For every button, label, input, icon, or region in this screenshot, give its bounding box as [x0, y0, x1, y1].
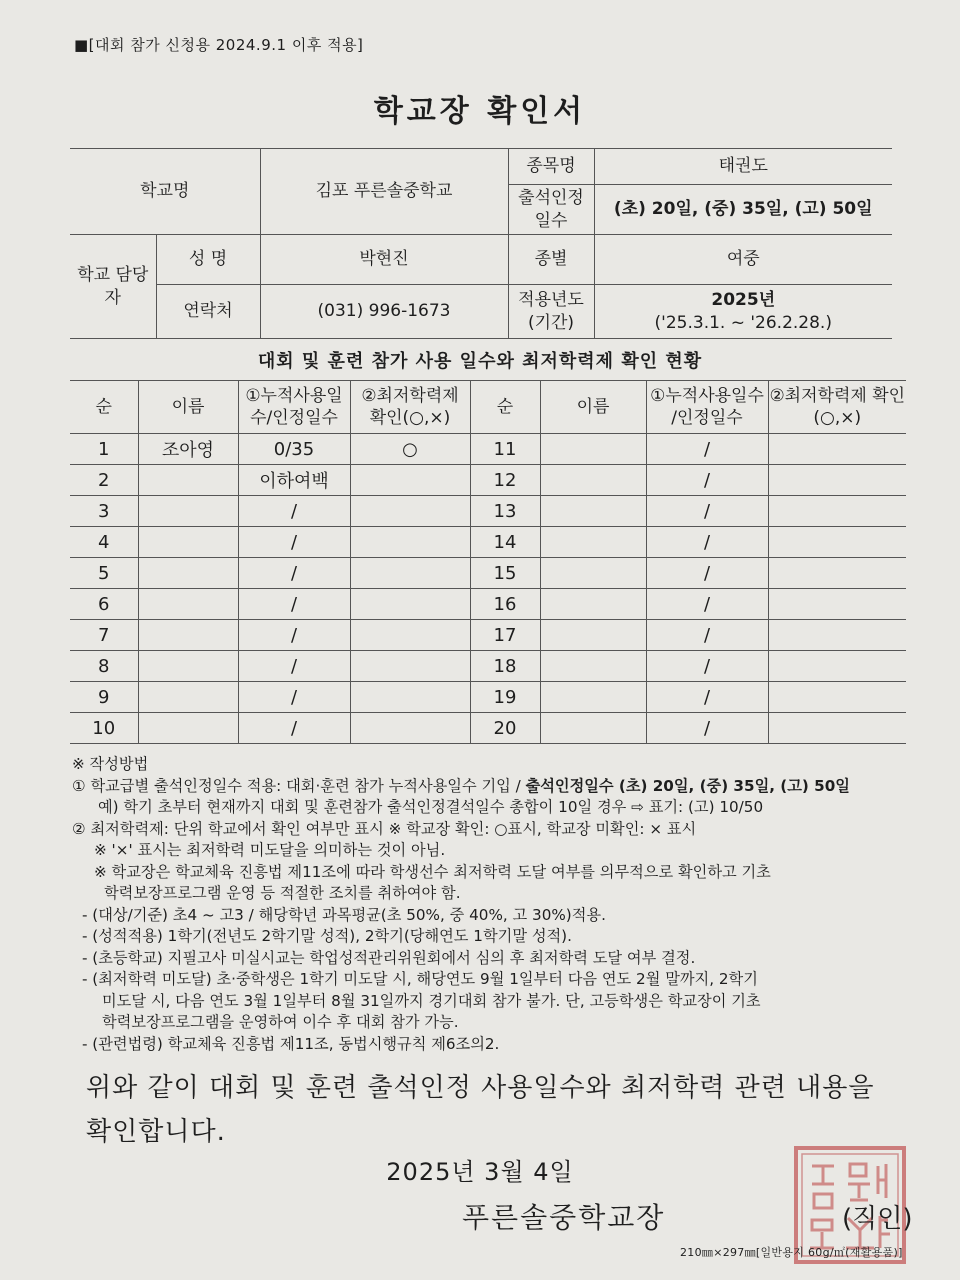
table-row: [70, 620, 906, 651]
row-days-left: /: [238, 589, 350, 620]
table-header-row: [70, 381, 906, 434]
row-number-right: 15: [470, 558, 540, 589]
instruction-line-6: 학력보장프로그램 운영 등 적절한 조치를 취하여야 함.: [104, 884, 461, 902]
event-label: 종목명: [508, 149, 594, 185]
row-number-left: 6: [70, 589, 138, 620]
period-text: ('25.3.1. ~ '26.2.28.): [654, 312, 832, 333]
row-name-left: [138, 589, 238, 620]
row-check-left: [350, 589, 470, 620]
row-name-right: [540, 558, 646, 589]
participation-table: [70, 380, 906, 744]
seal-label: (직인): [842, 1204, 913, 1234]
row-name-right: [540, 434, 646, 465]
name-label: 성 명: [156, 235, 260, 285]
row-name-right: [540, 651, 646, 682]
row-check-right: [768, 651, 906, 682]
row-name-left: [138, 651, 238, 682]
row-name-left: [138, 496, 238, 527]
category-value: 여중: [594, 235, 892, 285]
row-days-left: /: [238, 620, 350, 651]
row-number-right: 20: [470, 713, 540, 744]
issue-date: 2025년 3월 4일: [386, 1158, 574, 1186]
instruction-line-9: - (초등학교) 지필고사 미실시교는 학업성적관리위원회에서 심의 후 최저학력 도달 여부 결정.: [82, 948, 696, 967]
row-name-left: [138, 682, 238, 713]
row-name-right: [540, 527, 646, 558]
name-value: 박현진: [260, 235, 508, 285]
row-check-left: [350, 713, 470, 744]
contact-label: 연락처: [156, 285, 260, 339]
row-days-right: /: [646, 527, 768, 558]
confirmation-text: [86, 1066, 916, 1154]
row-check-right: [768, 434, 906, 465]
attendance-label: 출석인정 일수: [508, 185, 594, 235]
row-number-right: 19: [470, 682, 540, 713]
row-name-left: [138, 558, 238, 589]
instruction-line-8: - (성적적용) 1학기(전년도 2학기말 성적), 2학기(당해연도 1학기말 성적).: [82, 927, 572, 945]
row-number-left: 8: [70, 651, 138, 682]
instruction-1b: 출석인정일수 (초) 20일, (중) 35일, (고) 50일: [525, 776, 850, 795]
row-days-right: /: [646, 465, 768, 496]
year-text: 2025년: [711, 290, 776, 311]
table-row: [70, 651, 906, 682]
row-number-left: 3: [70, 496, 138, 527]
row-name-right: [540, 465, 646, 496]
row-check-right: [768, 465, 906, 496]
row-check-left: [350, 465, 470, 496]
school-info-table: [70, 148, 892, 339]
row-check-right: [768, 527, 906, 558]
year-value: [594, 285, 892, 339]
row-days-left: /: [238, 527, 350, 558]
row-check-right: [768, 496, 906, 527]
row-name-left: [138, 620, 238, 651]
row-check-right: [768, 589, 906, 620]
row-days-right: /: [646, 558, 768, 589]
row-check-left: [350, 682, 470, 713]
row-name-left: [138, 465, 238, 496]
principal-title: 푸른솔중학교장: [462, 1201, 666, 1234]
row-check-right: [768, 558, 906, 589]
contact-value: (031) 996-1673: [260, 285, 508, 339]
row-number-left: 2: [70, 465, 138, 496]
row-check-right: [768, 713, 906, 744]
row-number-left: 5: [70, 558, 138, 589]
instruction-line-4: ※ '×' 표시는 최저학력 미도달을 의미하는 것이 아님.: [94, 841, 446, 859]
instruction-line-1: [72, 776, 922, 798]
row-days-right: /: [646, 620, 768, 651]
row-name-left: 조아영: [138, 434, 238, 465]
row-check-left: [350, 620, 470, 651]
table-row: [70, 713, 906, 744]
instructions: [72, 754, 922, 1055]
table-row: [70, 496, 906, 527]
instruction-line-5: ※ 학교장은 학교체육 진흥법 제11조에 따라 학생선수 최저학력 도달 여부를 의무적으로 확인하고 기초: [94, 862, 771, 881]
col-check-left: ②최저학력제 확인(○,×): [350, 381, 470, 434]
row-number-right: 14: [470, 527, 540, 558]
confirmation-line-2: 확인합니다.: [86, 1117, 226, 1147]
row-days-left: /: [238, 558, 350, 589]
row-days-left: /: [238, 651, 350, 682]
instruction-line-7: - (대상/기준) 초4 ~ 고3 / 해당학년 과목평균(초 50%, 중 40%, 고 30%)적용.: [82, 905, 606, 924]
table-row: [70, 682, 906, 713]
row-number-left: 7: [70, 620, 138, 651]
table-body: [70, 434, 906, 744]
manager-label: 학교 담당자: [70, 235, 156, 339]
row-days-left: /: [238, 713, 350, 744]
event-value: 태권도: [594, 149, 892, 185]
row-name-right: [540, 713, 646, 744]
row-check-right: [768, 620, 906, 651]
row-name-right: [540, 682, 646, 713]
row-number-right: 17: [470, 620, 540, 651]
instruction-1a: ① 학교급별 출석인정일수 적용: 대회·훈련 참가 누적사용일수 기입 /: [72, 776, 526, 795]
row-name-right: [540, 620, 646, 651]
table-row: [70, 558, 906, 589]
row-name-left: [138, 527, 238, 558]
col-check-right: ②최저학력제 확인(○,×): [768, 381, 906, 434]
row-number-left: 9: [70, 682, 138, 713]
instruction-line-11: 미도달 시, 다음 연도 3월 1일부터 8월 31일까지 경기대회 참가 불가. 단, 고등학생은 학교장이 기초: [102, 991, 761, 1010]
col-name-right: 이름: [540, 381, 646, 434]
row-days-left: 이하여백: [238, 465, 350, 496]
row-days-left: 0/35: [238, 434, 350, 465]
col-days-left: ①누적사용일 수/인정일수: [238, 381, 350, 434]
document-title: 학교장 확인서: [373, 94, 587, 129]
row-days-left: /: [238, 496, 350, 527]
col-no-right: 순: [470, 381, 540, 434]
instruction-line-3: ② 최저학력제: 단위 학교에서 확인 여부만 표시 ※ 학교장 확인: ○표시, 학교장 미확인: × 표시: [72, 819, 697, 838]
row-days-right: /: [646, 589, 768, 620]
confirmation-line-1: 위와 같이 대회 및 훈련 출석인정 사용일수와 최저학력 관련 내용을: [86, 1073, 875, 1103]
row-check-left: [350, 558, 470, 589]
row-days-right: /: [646, 651, 768, 682]
attendance-value: (초) 20일, (중) 35일, (고) 50일: [594, 185, 892, 235]
row-number-right: 12: [470, 465, 540, 496]
row-check-left: [350, 527, 470, 558]
instruction-line-13: - (관련법령) 학교체육 진흥법 제11조, 동법시행규칙 제6조의2.: [82, 1034, 500, 1053]
table-row: [70, 434, 906, 465]
col-days-right: ①누적사용일수 /인정일수: [646, 381, 768, 434]
instruction-line-2: 예) 학기 초부터 현재까지 대회 및 훈련참가 출석인정결석일수 총합이 10일 경우 ⇨ 표기: (고) 10/50: [98, 798, 764, 816]
row-check-left: [350, 651, 470, 682]
row-number-right: 16: [470, 589, 540, 620]
row-days-right: /: [646, 434, 768, 465]
col-no-left: 순: [70, 381, 138, 434]
row-number-left: 4: [70, 527, 138, 558]
instruction-line-10: - (최저학력 미도달) 초·중학생은 1학기 미도달 시, 해당연도 9월 1일부터 다음 연도 2월 말까지, 2학기: [82, 970, 758, 988]
category-label: 종별: [508, 235, 594, 285]
row-check-left: ○: [350, 434, 470, 465]
section-title: 대회 및 훈련 참가 사용 일수와 최저학력제 확인 현황: [257, 351, 703, 372]
paper-spec-note: 210㎜×297㎜[일반용지 60g/㎡(재활용품)]: [680, 1246, 903, 1259]
table-row: [70, 465, 906, 496]
row-number-left: 1: [70, 434, 138, 465]
row-name-left: [138, 713, 238, 744]
header-note: ■[대회 참가 신청용 2024.9.1 이후 적용]: [74, 36, 364, 54]
row-days-left: /: [238, 682, 350, 713]
row-name-right: [540, 589, 646, 620]
row-check-left: [350, 496, 470, 527]
table-row: [70, 589, 906, 620]
instructions-title: ※ 작성방법: [72, 755, 149, 773]
row-number-right: 11: [470, 434, 540, 465]
instruction-line-12: 학력보장프로그램을 운영하여 이수 후 대회 참가 가능.: [102, 1013, 459, 1031]
row-number-right: 18: [470, 651, 540, 682]
school-name-label: 학교명: [70, 149, 260, 235]
year-label: 적용년도 (기간): [508, 285, 594, 339]
row-days-right: /: [646, 713, 768, 744]
row-name-right: [540, 496, 646, 527]
row-days-right: /: [646, 682, 768, 713]
row-number-right: 13: [470, 496, 540, 527]
row-days-right: /: [646, 496, 768, 527]
row-number-left: 10: [70, 713, 138, 744]
row-check-right: [768, 682, 906, 713]
col-name-left: 이름: [138, 381, 238, 434]
table-row: [70, 527, 906, 558]
school-name-value: 김포 푸른솔중학교: [260, 149, 508, 235]
